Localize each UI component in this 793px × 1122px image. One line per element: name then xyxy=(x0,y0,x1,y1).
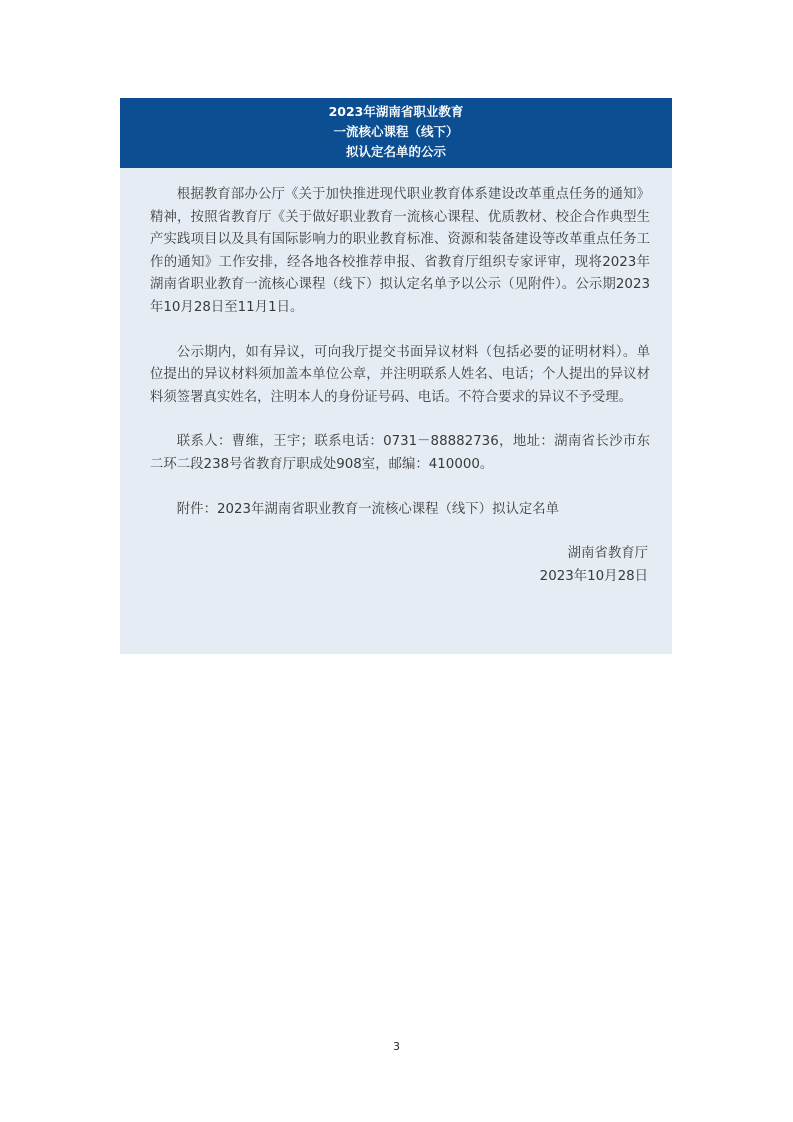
paragraph-attachment: 附件：2023年湖南省职业教育一流核心课程（线下）拟认定名单 xyxy=(176,501,560,517)
notice-title-line-3: 拟认定名单的公示 xyxy=(345,144,446,159)
page-number: 3 xyxy=(393,1040,400,1053)
notice-title-line-1: 2023年湖南省职业教育 xyxy=(328,104,464,119)
notice-title-line-2: 一流核心课程（线下） xyxy=(333,124,459,139)
signature-date: 2023年10月28日 xyxy=(539,568,648,584)
notice-header xyxy=(120,98,672,168)
signature-organization: 湖南省教育厅 xyxy=(567,546,648,562)
notice-panel xyxy=(120,98,672,654)
paragraph-objection: 公示期内，如有异议，可向我厅提交书面异议材料（包括必要的证明材料）。单位提出的异议材料须加盖本单位公章，并注明联系人姓名、电话；个人提出的异议材料须签署真实姓名，注明本人的身份证号码、电话。不符合要求的异议不予受理。 xyxy=(150,344,650,405)
signature-block xyxy=(150,543,650,588)
notice-body xyxy=(120,168,672,588)
paragraph-basis: 根据教育部办公厅《关于加快推进现代职业教育体系建设改革重点任务的通知》精神，按照省教育厅《关于做好职业教育一流核心课程、优质教材、校企合作典型生产实践项目以及具有国际影响力的职业教育标准、资源和装备建设等改革重点任务工作的通知》工作安排，经各地各校推荐申报、省教育厅组织专家评审，现将2023年湖南省职业教育一流核心课程（线下）拟认定名单予以公示（见附件）。公示期2023年10月28日至11月1日。 xyxy=(150,187,650,315)
paragraph-contact: 联系人：曹维，王宇；联系电话：0731－88882736，地址：湖南省长沙市东二环二段238号省教育厅职成处908室，邮编：410000。 xyxy=(150,434,650,472)
